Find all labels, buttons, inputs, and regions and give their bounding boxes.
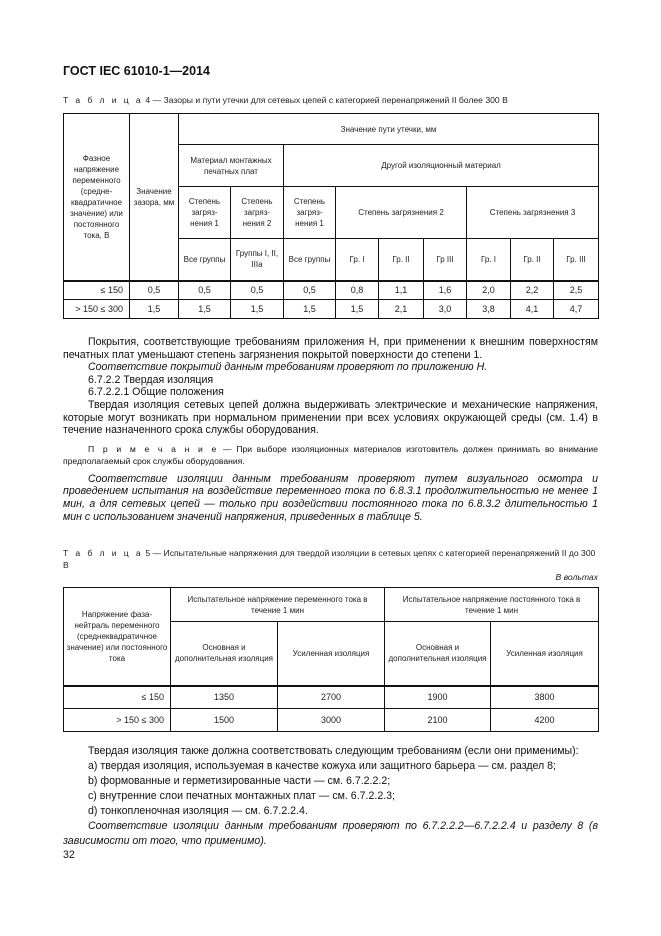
note-label: П р и м е ч а н и е bbox=[88, 443, 219, 454]
table-label: Т а б л и ц а bbox=[63, 95, 143, 105]
header-pd3: Степень загрязнения 3 bbox=[467, 187, 599, 239]
group-header-cell: Все группы bbox=[284, 239, 336, 281]
list-item-d: d) тонкопленочная изоляция — см. 6.7.2.2.4. bbox=[88, 805, 308, 817]
table4-body bbox=[64, 281, 599, 319]
value-cell: 1500 bbox=[171, 709, 278, 732]
value-cell: 2100 bbox=[385, 709, 491, 732]
group-header-cell: Гр III bbox=[424, 239, 467, 281]
paragraph-solid-insulation: Твердая изоляция сетевых цепей должна выдерживать электрические и механические напряжения, которые могут возникать при нормальном применении при всех условиях окружающей среды (см. 1.4) в течение назначенного срока службы оборудования. bbox=[63, 398, 598, 437]
header-ac-test: Испытательное напряжение переменного тока в течение 1 мин bbox=[171, 588, 385, 622]
table5-caption-text: 5 — Испытательные напряжения для твердой изоляции в сетевых цепях с категорией перенапряжений II до 300 В bbox=[63, 548, 596, 570]
value-cell: 3,0 bbox=[424, 300, 467, 319]
header-voltage: Напряжение фаза-нейтраль переменного (среднеквадратичное значение) или постоянного тока bbox=[64, 588, 171, 686]
group-header-cell: Гр. II bbox=[511, 239, 554, 281]
table5-caption bbox=[63, 547, 598, 571]
value-cell: 2,2 bbox=[511, 281, 554, 300]
heading-6-7-2-2: 6.7.2.2 Твердая изоляция bbox=[88, 373, 214, 386]
header-dc-test: Испытательное напряжение постоянного тока в течение 1 мин bbox=[385, 588, 599, 622]
group-header-cell: Гр. I bbox=[336, 239, 379, 281]
list-item-c: c) внутренние слои печатных монтажных плат — см. 6.7.2.2.3; bbox=[88, 790, 395, 802]
table-row bbox=[64, 281, 599, 300]
document-header: ГОСТ IEC 61010-1—2014 bbox=[63, 64, 210, 78]
header-clearance: Значение зазора, мм bbox=[130, 114, 179, 281]
value-cell: 4,7 bbox=[554, 300, 599, 319]
value-cell: 1,5 bbox=[231, 300, 284, 319]
header-other-material: Другой изоляционный материал bbox=[284, 145, 599, 187]
table4-caption-text: 4 — Зазоры и пути утечки для сетевых цепей с категорией перенапряжений II более 300 В bbox=[143, 95, 508, 105]
value-cell: 0,5 bbox=[130, 281, 179, 300]
header-pd2: Степень загрязнения 2 bbox=[336, 187, 467, 239]
value-cell: 1,5 bbox=[130, 300, 179, 319]
value-cell: 2,5 bbox=[554, 281, 599, 300]
page-number: 32 bbox=[63, 849, 75, 861]
paragraph-coatings: Покрытия, соответствующие требованиям приложения H, при применении к внешним поверхностям печатных плат уменьшают степень загрязнения покрытой поверхности до степени 1. bbox=[63, 336, 598, 361]
value-cell: 4200 bbox=[491, 709, 599, 732]
row-voltage-cell: > 150 ≤ 300 bbox=[64, 300, 130, 319]
table-label: Т а б л и ц а bbox=[63, 548, 143, 558]
group-header-cell: Гр. III bbox=[554, 239, 599, 281]
value-cell: 1900 bbox=[385, 686, 491, 709]
value-cell: 1,5 bbox=[284, 300, 336, 319]
table4 bbox=[63, 113, 599, 319]
table4-caption bbox=[63, 95, 508, 105]
value-cell: 0,8 bbox=[336, 281, 379, 300]
row-voltage-cell: ≤ 150 bbox=[64, 281, 130, 300]
section-text-1 bbox=[63, 336, 598, 523]
section-text-2 bbox=[63, 744, 598, 849]
header-dc-basic: Основная и дополнительная изоляция bbox=[385, 622, 491, 686]
value-cell: 2700 bbox=[278, 686, 385, 709]
value-cell: 3800 bbox=[491, 686, 599, 709]
value-cell: 1350 bbox=[171, 686, 278, 709]
table-row bbox=[64, 300, 599, 319]
heading-6-7-2-2-1: 6.7.2.2.1 Общие положения bbox=[88, 386, 224, 399]
table5-body bbox=[64, 686, 599, 732]
row-voltage-cell: ≤ 150 bbox=[64, 686, 171, 709]
value-cell: 1,5 bbox=[336, 300, 379, 319]
value-cell: 0,5 bbox=[231, 281, 284, 300]
paragraph-insulation-conformity: Соответствие изоляции данным требованиям проверяют путем визуального осмотра и проведением испытания на воздействие переменного тока по 6.8.3.1 продолжительностью не менее 1 мин, а для сетевых цепей — только при воздействии постоянного тока по 6.8.3.2 длительностью 1 мин с использованием значений напряжения, приведенных в таблице 5. bbox=[63, 472, 598, 523]
header-voltage: Фазное напряжение переменного (средне-квадратичное значение) или постоянного тока, В bbox=[64, 114, 130, 281]
value-cell: 3,8 bbox=[467, 300, 511, 319]
paragraph-requirements-intro: Твердая изоляция также должна соответствовать следующим требованиям (если они применимы): bbox=[88, 745, 579, 757]
group-header-cell: Группы I, II, IIIa bbox=[231, 239, 284, 281]
row-voltage-cell: > 150 ≤ 300 bbox=[64, 709, 171, 732]
note bbox=[63, 443, 598, 467]
value-cell: 0,5 bbox=[179, 281, 231, 300]
group-header-cell: Гр. II bbox=[379, 239, 424, 281]
value-cell: 2,0 bbox=[467, 281, 511, 300]
value-cell: 1,1 bbox=[379, 281, 424, 300]
table5 bbox=[63, 587, 599, 732]
list-item-b: b) формованные и герметизированные части — см. 6.7.2.2.2; bbox=[88, 775, 391, 787]
header-creepage: Значение пути утечки, мм bbox=[179, 114, 599, 145]
header-ac-reinforced: Усиленная изоляция bbox=[278, 622, 385, 686]
header-pd2-pcb: Степень загряз-нения 2 bbox=[231, 187, 284, 239]
paragraph-final-conformity: Соответствие изоляции данным требованиям проверяют по 6.7.2.2.2—6.7.2.2.4 и разделу 8 (в зависимости от того, что применимо). bbox=[63, 820, 598, 847]
value-cell: 1,6 bbox=[424, 281, 467, 300]
table5-units: В вольтах bbox=[555, 572, 598, 582]
value-cell: 0,5 bbox=[284, 281, 336, 300]
group-header-cell: Все группы bbox=[179, 239, 231, 281]
note-text: — При выборе изоляционных материалов изготовитель должен принимать во внимание предполагаемый срок службы оборудования. bbox=[63, 443, 599, 466]
header-dc-reinforced: Усиленная изоляция bbox=[491, 622, 599, 686]
header-pcb-material: Материал монтажных печатных плат bbox=[179, 145, 284, 187]
value-cell: 3000 bbox=[278, 709, 385, 732]
value-cell: 1,5 bbox=[179, 300, 231, 319]
header-ac-basic: Основная и дополнительная изоляция bbox=[171, 622, 278, 686]
value-cell: 2,1 bbox=[379, 300, 424, 319]
group-header-cell: Гр. I bbox=[467, 239, 511, 281]
table-row bbox=[64, 709, 599, 732]
table-row bbox=[64, 686, 599, 709]
value-cell: 4,1 bbox=[511, 300, 554, 319]
list-item-a: a) твердая изоляция, используемая в качестве кожуха или защитного барьера — см. раздел 8; bbox=[88, 760, 556, 772]
header-pd1-pcb: Степень загряз-нения 1 bbox=[179, 187, 231, 239]
paragraph-coatings-conformity: Соответствие покрытий данным требованиям проверяют по приложению H. bbox=[88, 361, 488, 374]
header-pd1-other: Степень загряз-нения 1 bbox=[284, 187, 336, 239]
